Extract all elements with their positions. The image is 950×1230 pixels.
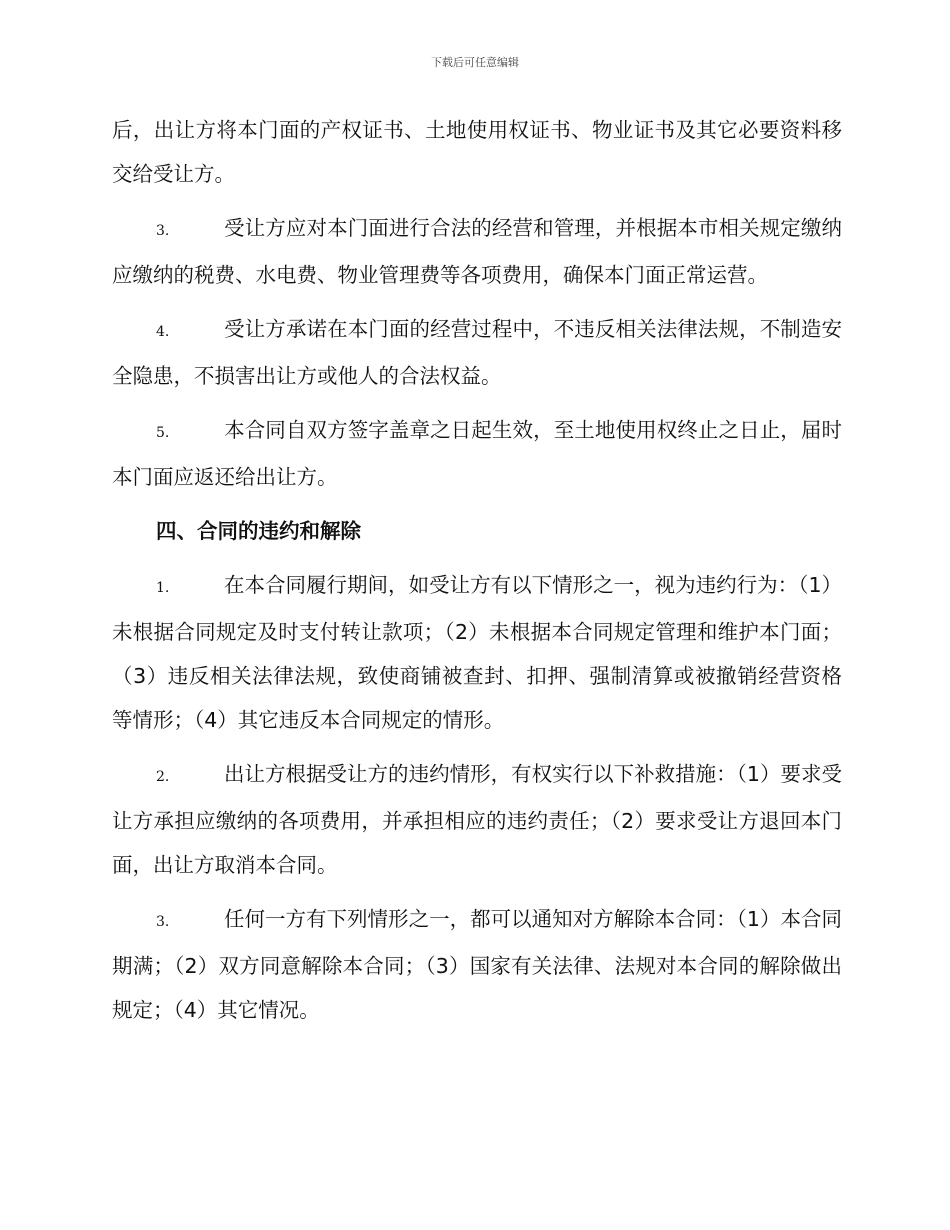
clause-number: 5. [156, 425, 170, 441]
clause-3 [112, 206, 842, 297]
clause-text: 受让方承诺在本门面的经营过程中，不违反相关法律法规，不制造安全隐患，不损害出让方或他人的合法权益。 [112, 317, 842, 388]
clause-text: 受让方应对本门面进行合法的经营和管理，并根据本市相关规定缴纳应缴纳的税费、水电费、物业管理费等各项费用，确保本门面正常运营。 [112, 216, 842, 287]
clause-3b [112, 897, 842, 1032]
clause-number: 4. [156, 324, 170, 340]
clause-4 [112, 307, 842, 398]
clause-text: 本合同自双方签字盖章之日起生效，至土地使用权终止之日止，届时本门面应返还给出让方。 [112, 418, 842, 489]
clause-text: 任何一方有下列情形之一，都可以通知对方解除本合同：（1）本合同期满；（2）双方同意解除本合同；（3）国家有关法律、法规对本合同的解除做出规定；（4）其它情况。 [112, 907, 842, 1022]
clause-text: 出让方根据受让方的违约情形，有权实行以下补救措施：（1）要求受让方承担应缴纳的各项费用，并承担相应的违约责任；（2）要求受让方退回本门面，出让方取消本合同。 [112, 762, 842, 877]
clause-1 [112, 563, 842, 742]
clause-number: 2. [156, 769, 170, 785]
clause-text: 在本合同履行期间，如受让方有以下情形之一，视为违约行为：（1）未根据合同规定及时支付转让款项；（2）未根据本合同规定管理和维护本门面；（3）违反相关法律法规，致使商铺被查封、扣押、强制清算或被撤销经营资格等情形；（4）其它违反本合同规定的情形。 [112, 573, 842, 732]
document-body [112, 108, 842, 1042]
section-heading: 四、合同的违约和解除 [156, 519, 361, 543]
clause-number: 1. [156, 580, 170, 596]
paragraph-text: 后，出让方将本门面的产权证书、土地使用权证书、物业证书及其它必要资料移交给受让方。 [112, 118, 842, 186]
clause-5 [112, 408, 842, 499]
clause-2 [112, 752, 842, 887]
paragraph-continuation [112, 108, 842, 196]
clause-number: 3. [156, 914, 170, 930]
clause-number: 3. [156, 223, 170, 239]
page-header: 下载后可任意编辑 [431, 56, 519, 69]
